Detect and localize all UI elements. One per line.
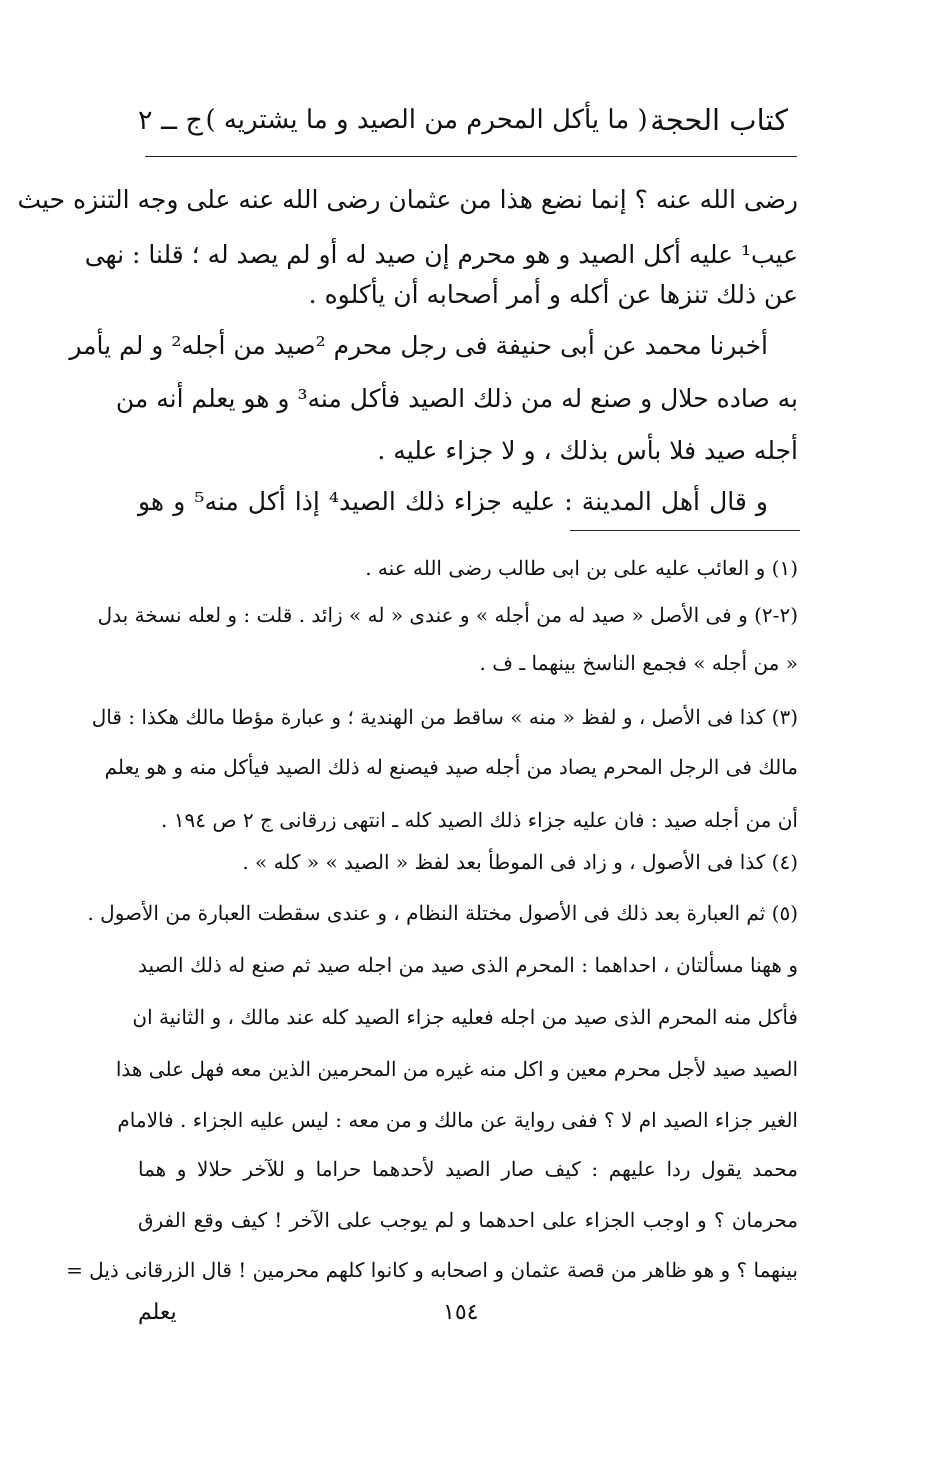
footnote-line-5: مالك فى الرجل المحرم يصاد من أجله صيد فيصنع له ذلك الصيد فيأكل منه و هو يعلم: [104, 755, 798, 779]
body-line-3: عن ذلك تنزها عن أكله و أمر أصحابه أن يأكلوه .: [308, 280, 798, 309]
body-line-5: به صاده حلال و صنع له من ذلك الصيد فأكل منه³ و هو يعلم أنه من: [115, 384, 798, 413]
footnote-line-1: (١) و العائب عليه على بن ابى طالب رضى الله عنه .: [365, 556, 798, 580]
footnote-line-7: (٤) كذا فى الأصول ، و زاد فى الموطأ بعد لفظ « الصيد » « كله » .: [242, 850, 798, 874]
book-title: كتاب الحجة: [650, 103, 788, 137]
volume-label: ج ــ ٢: [138, 104, 203, 136]
footnote-line-9: و ههنا مسألتان ، احداهما : المحرم الذى صيد من اجله صيد ثم صنع له ذلك الصيد: [138, 953, 798, 977]
footnote-rule: [570, 530, 800, 531]
body-line-1: رضى الله عنه ؟ إنما نضع هذا من عثمان رضى الله عنه على وجه التنزه حيث: [17, 185, 798, 214]
section-title: ( ما يأكل المحرم من الصيد و ما يشتريه ): [205, 105, 648, 135]
footnote-line-8: (٥) ثم العبارة بعد ذلك فى الأصول مختلة النظام ، و عندى سقطت العبارة من الأصول .: [87, 901, 798, 925]
catchword: يعلم: [138, 1300, 177, 1325]
page-number: ١٥٤: [443, 1300, 479, 1325]
body-line-6: أجله صيد فلا بأس بذلك ، و لا جزاء عليه .: [377, 436, 798, 465]
body-line-2: عيب¹ عليه أكل الصيد و هو محرم إن صيد له أو لم يصد له ؛ قلنا : نهى: [84, 240, 798, 269]
running-header: [138, 96, 788, 144]
footnote-line-3: « من أجله » فجمع الناسخ بينهما ـ ف .: [479, 651, 798, 675]
footnote-line-11: الصيد صيد لأجل محرم معين و اكل منه غيره من المحرمين الذين معه فهل على هذا: [115, 1057, 798, 1081]
footnote-line-10: فأكل منه المحرم الذى صيد من اجله فعليه جزاء الصيد كله عند مالك ، و الثانية ان: [132, 1005, 798, 1029]
page-footer: [138, 1300, 798, 1340]
footnote-line-6: أن من أجله صيد : فان عليه جزاء ذلك الصيد كله ـ انتهى زرقانى ج ٢ ص ١٩٤ .: [161, 808, 798, 832]
footnote-line-15: بينهما ؟ و هو ظاهر من قصة عثمان و اصحابه و كانوا كلهم محرمين ! قال الزرقانى ذيل =: [66, 1258, 798, 1282]
footnote-line-2: (٢-٢) و فى الأصل « صيد له من أجله » و عندى « له » زائد . قلت : و لعله نسخة بدل: [97, 603, 798, 627]
footnote-line-12: الغير جزاء الصيد ام لا ؟ ففى رواية عن مالك و من معه : ليس عليه الجزاء . فالامام: [117, 1108, 798, 1132]
footnote-line-13: محمد يقول ردا عليهم : كيف صار الصيد لأحدهما حراما و للآخر حلالا و هما: [138, 1157, 798, 1181]
body-line-4: أخبرنا محمد عن أبى حنيفة فى رجل محرم ²صيد من أجله² و لم يأمر: [69, 331, 768, 360]
footnote-line-14: محرمان ؟ و اوجب الجزاء على احدهما و لم يوجب على الآخر ! كيف وقع الفرق: [138, 1208, 798, 1232]
header-rule: [145, 156, 797, 157]
body-line-7: و قال أهل المدينة : عليه جزاء ذلك الصيد⁴ إذا أكل منه⁵ و هو: [138, 487, 768, 516]
footnote-line-4: (٣) كذا فى الأصل ، و لفظ « منه » ساقط من الهندية ؛ و عبارة مؤطا مالك هكذا : قال: [91, 705, 798, 729]
